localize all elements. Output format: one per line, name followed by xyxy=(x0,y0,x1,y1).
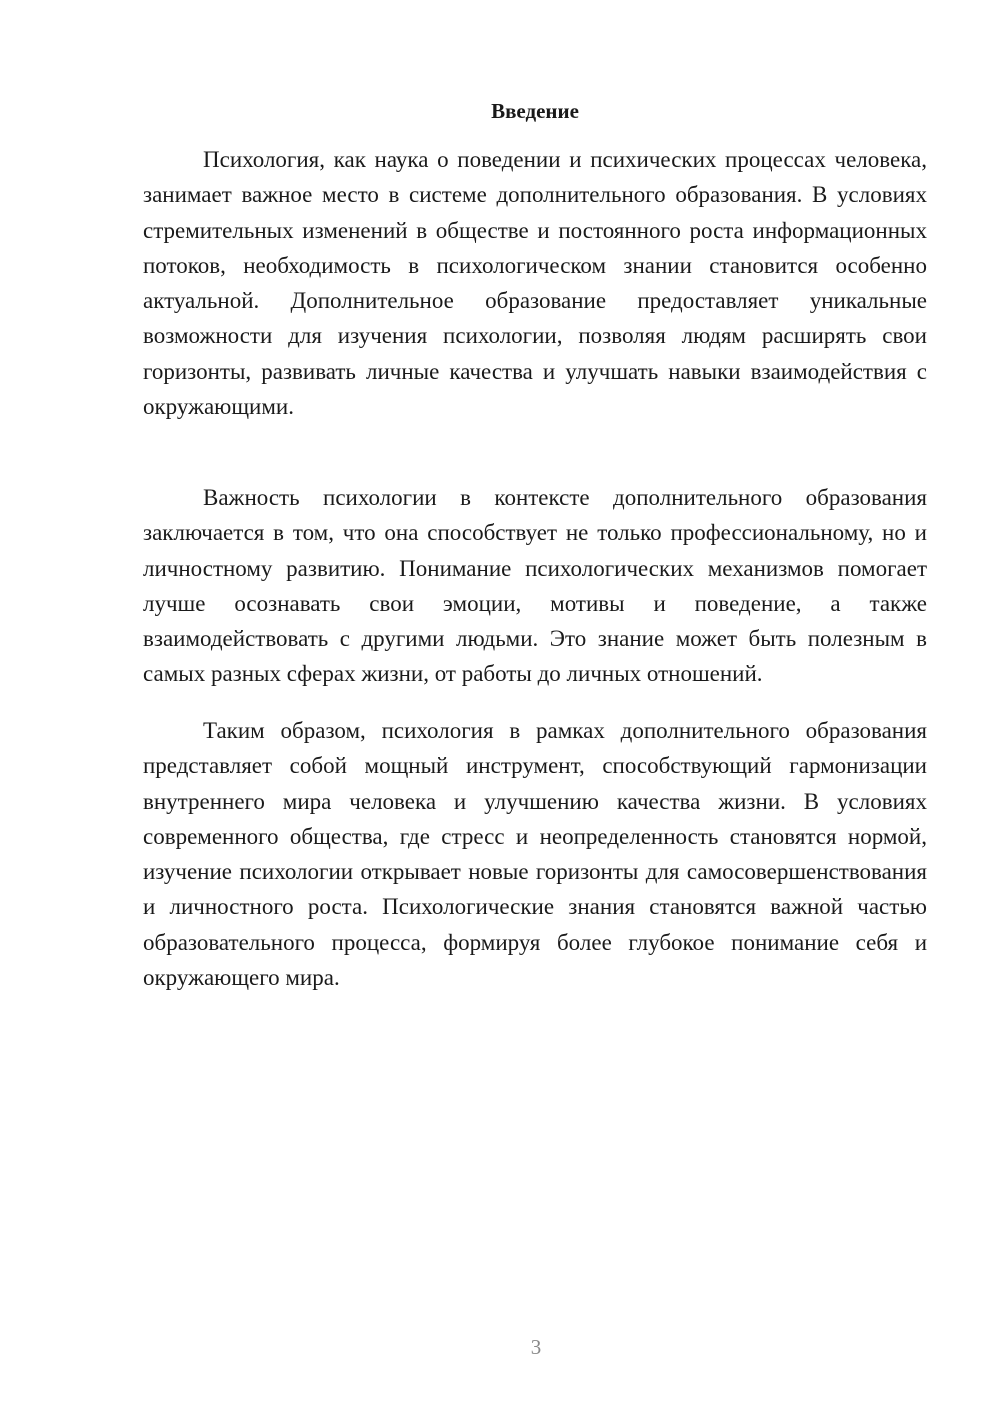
section-heading: Введение xyxy=(491,99,579,123)
paragraph: Таким образом, психология в рамках дополнительного образования представляет собой мощный инструмент, способствующий гармонизации внутреннего мира человека и улучшению качества жизни. В условиях современного общества, где стресс и неопределенность становятся нормой, изучение психологии открывает новые горизонты для самосовершенствования и личностного роста. Психологические знания становятся важной частью образовательного процесса, формируя более глубокое понимание себя и окружающего мира. xyxy=(143,718,927,991)
page-number: 3 xyxy=(530,1335,542,1359)
paragraph: Психология, как наука о поведении и психических процессах человека, занимает важное место в системе дополнительного образования. В условиях стремительных изменений в обществе и постоянного роста информационных потоков, необходимость в психологическом знании становится особенно актуальной. Дополнительное образование предоставляет уникальные возможности для изучения психологии, позволяя людям расширять свои горизонты, развивать личные качества и улучшать навыки взаимодействия с окружающими. xyxy=(143,147,927,420)
paragraph: Важность психологии в контексте дополнительного образования заключается в том, что она способствует не только профессиональному, но и личностному развитию. Понимание психологических механизмов помогает лучше осознавать свои эмоции, мотивы и поведение, а также взаимодействовать с другими людьми. Это знание может быть полезным в самых разных сферах жизни, от работы до личных отношений. xyxy=(143,485,927,687)
